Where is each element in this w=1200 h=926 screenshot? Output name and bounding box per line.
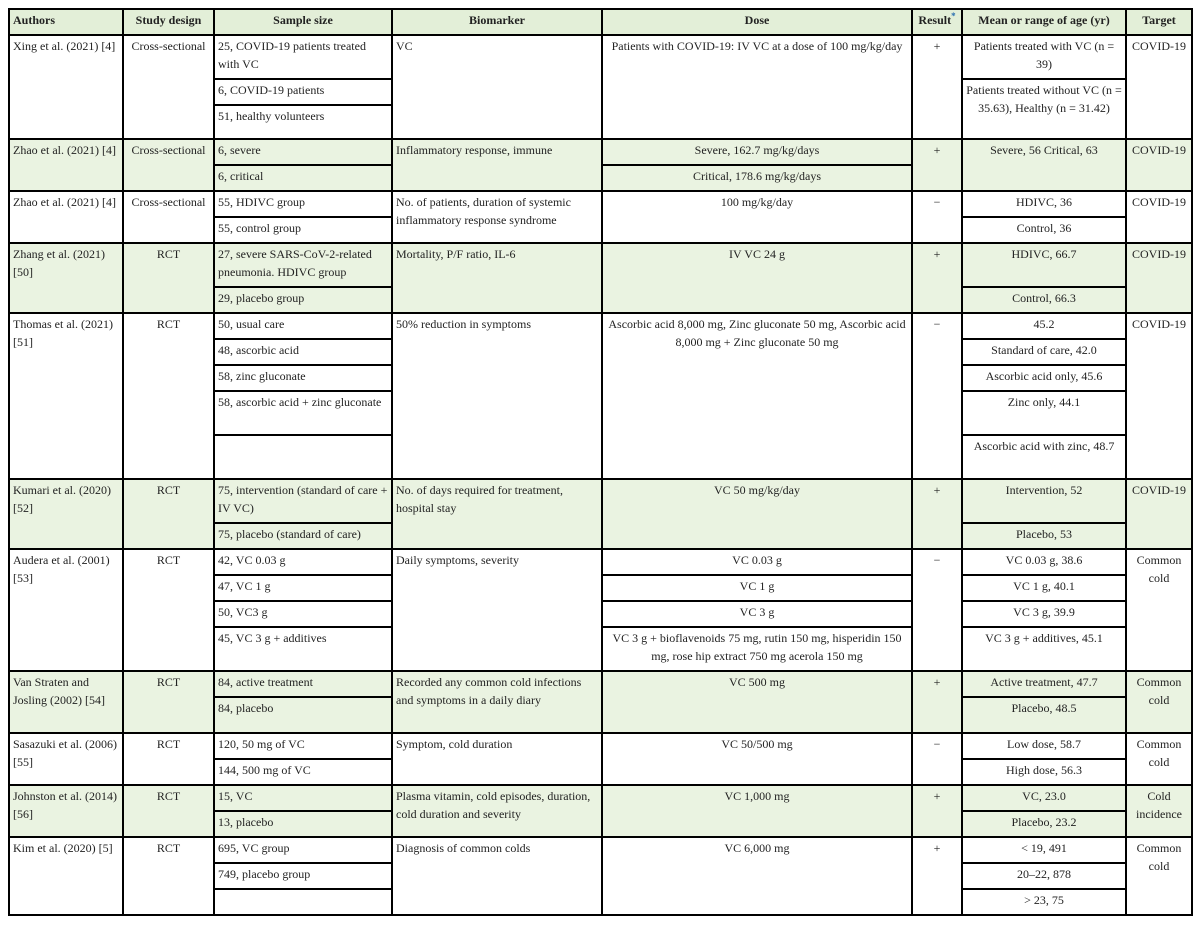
cell-biomarker: 50% reduction in symptoms — [392, 313, 602, 479]
cell-sample: 50, VC3 g — [214, 601, 392, 627]
cell-result: − — [912, 191, 962, 243]
cell-sample: 58, ascorbic acid + zinc gluconate — [214, 391, 392, 435]
cell-biomarker: No. of days required for treatment, hospital stay — [392, 479, 602, 549]
cell-dose: VC 1 g — [602, 575, 912, 601]
cell-sample: 144, 500 mg of VC — [214, 759, 392, 785]
cell-sample: 51, healthy volunteers — [214, 105, 392, 139]
cell-age: Ascorbic acid with zinc, 48.7 — [962, 435, 1126, 479]
header-row — [9, 9, 1192, 35]
cell-age: Zinc only, 44.1 — [962, 391, 1126, 435]
cell-age: VC, 23.0 — [962, 785, 1126, 811]
table-row — [9, 549, 1192, 575]
cell-sample: 84, placebo — [214, 697, 392, 733]
header-result — [912, 9, 962, 35]
cell-sample: 120, 50 mg of VC — [214, 733, 392, 759]
cell-dose: Patients with COVID-19: IV VC at a dose of 100 mg/kg/day — [602, 35, 912, 139]
cell-biomarker: Recorded any common cold infections and symptoms in a daily diary — [392, 671, 602, 733]
table-row — [9, 243, 1192, 287]
cell-age: > 23, 75 — [962, 889, 1126, 915]
cell-sample: 25, COVID-19 patients treated with VC — [214, 35, 392, 79]
cell-authors: Zhao et al. (2021) [4] — [9, 139, 123, 191]
cell-sample: 84, active treatment — [214, 671, 392, 697]
cell-biomarker: Plasma vitamin, cold episodes, duration, cold duration and severity — [392, 785, 602, 837]
cell-sample: 55, control group — [214, 217, 392, 243]
cell-age: Placebo, 53 — [962, 523, 1126, 549]
cell-sample: 6, critical — [214, 165, 392, 191]
cell-authors: Zhao et al. (2021) [4] — [9, 191, 123, 243]
cell-age: 45.2 — [962, 313, 1126, 339]
cell-target: Common cold — [1126, 733, 1192, 785]
cell-age: Active treatment, 47.7 — [962, 671, 1126, 697]
cell-result: + — [912, 479, 962, 549]
cell-design: Cross-sectional — [123, 35, 214, 139]
cell-dose: VC 50 mg/kg/day — [602, 479, 912, 549]
cell-authors: Kim et al. (2020) [5] — [9, 837, 123, 915]
cell-sample: 27, severe SARS-CoV-2-related pneumonia. HDIVC group — [214, 243, 392, 287]
cell-dose: 100 mg/kg/day — [602, 191, 912, 243]
cell-age: Patients treated with VC (n = 39) — [962, 35, 1126, 79]
cell-age: Placebo, 23.2 — [962, 811, 1126, 837]
cell-biomarker: Daily symptoms, severity — [392, 549, 602, 671]
cell-sample — [214, 435, 392, 479]
cell-target: COVID-19 — [1126, 479, 1192, 549]
table-row — [9, 785, 1192, 811]
cell-target: COVID-19 — [1126, 139, 1192, 191]
header-study-design: Study design — [123, 9, 214, 35]
cell-design: RCT — [123, 243, 214, 313]
cell-target: COVID-19 — [1126, 35, 1192, 139]
cell-dose: VC 3 g + bioflavenoids 75 mg, rutin 150 mg, hisperidin 150 mg, rose hip extract 750 mg acerola 150 mg — [602, 627, 912, 671]
table-row — [9, 35, 1192, 79]
header-sample-size: Sample size — [214, 9, 392, 35]
cell-design: RCT — [123, 733, 214, 785]
cell-biomarker: Symptom, cold duration — [392, 733, 602, 785]
cell-design: RCT — [123, 479, 214, 549]
cell-age: Intervention, 52 — [962, 479, 1126, 523]
header-result-label: Result — [918, 13, 952, 27]
cell-authors: Thomas et al. (2021) [51] — [9, 313, 123, 479]
cell-design: RCT — [123, 671, 214, 733]
cell-authors: Johnston et al. (2014) [56] — [9, 785, 123, 837]
cell-sample: 6, COVID-19 patients — [214, 79, 392, 105]
study-table — [8, 8, 1193, 916]
cell-sample: 29, placebo group — [214, 287, 392, 313]
cell-sample: 749, placebo group — [214, 863, 392, 889]
table-row — [9, 733, 1192, 759]
cell-authors: Audera et al. (2001) [53] — [9, 549, 123, 671]
header-target: Target — [1126, 9, 1192, 35]
cell-sample: 13, placebo — [214, 811, 392, 837]
cell-biomarker: Diagnosis of common colds — [392, 837, 602, 915]
cell-age: Ascorbic acid only, 45.6 — [962, 365, 1126, 391]
cell-result: + — [912, 785, 962, 837]
cell-result: + — [912, 243, 962, 313]
header-age: Mean or range of age (yr) — [962, 9, 1126, 35]
cell-dose: VC 3 g — [602, 601, 912, 627]
table-row — [9, 479, 1192, 523]
cell-age: HDIVC, 66.7 — [962, 243, 1126, 287]
cell-age: < 19, 491 — [962, 837, 1126, 863]
cell-design: RCT — [123, 549, 214, 671]
cell-dose: Critical, 178.6 mg/kg/days — [602, 165, 912, 191]
cell-age: VC 1 g, 40.1 — [962, 575, 1126, 601]
cell-dose: Severe, 162.7 mg/kg/days — [602, 139, 912, 165]
cell-age: VC 0.03 g, 38.6 — [962, 549, 1126, 575]
cell-age: High dose, 56.3 — [962, 759, 1126, 785]
cell-design: RCT — [123, 837, 214, 915]
table-wrapper — [8, 8, 1191, 916]
cell-design: Cross-sectional — [123, 139, 214, 191]
cell-age: HDIVC, 36 — [962, 191, 1126, 217]
cell-result: + — [912, 837, 962, 915]
cell-sample: 6, severe — [214, 139, 392, 165]
cell-sample: 58, zinc gluconate — [214, 365, 392, 391]
cell-biomarker: Inflammatory response, immune — [392, 139, 602, 191]
cell-dose: VC 0.03 g — [602, 549, 912, 575]
cell-target: COVID-19 — [1126, 313, 1192, 479]
cell-age: Control, 36 — [962, 217, 1126, 243]
cell-biomarker: No. of patients, duration of systemic inflammatory response syndrome — [392, 191, 602, 243]
cell-result: + — [912, 35, 962, 139]
cell-dose: VC 500 mg — [602, 671, 912, 733]
cell-sample: 695, VC group — [214, 837, 392, 863]
cell-sample: 75, placebo (standard of care) — [214, 523, 392, 549]
cell-design: RCT — [123, 785, 214, 837]
header-dose: Dose — [602, 9, 912, 35]
cell-dose: IV VC 24 g — [602, 243, 912, 313]
table-row — [9, 139, 1192, 165]
header-authors: Authors — [9, 9, 123, 35]
table-row — [9, 837, 1192, 863]
cell-dose: VC 6,000 mg — [602, 837, 912, 915]
table-row — [9, 191, 1192, 217]
cell-age: Placebo, 48.5 — [962, 697, 1126, 733]
cell-dose: VC 50/500 mg — [602, 733, 912, 785]
cell-design: Cross-sectional — [123, 191, 214, 243]
cell-age: VC 3 g + additives, 45.1 — [962, 627, 1126, 671]
table-row — [9, 313, 1192, 339]
cell-result: + — [912, 671, 962, 733]
cell-age: Low dose, 58.7 — [962, 733, 1126, 759]
cell-sample: 45, VC 3 g + additives — [214, 627, 392, 671]
cell-target: Common cold — [1126, 837, 1192, 915]
cell-dose: Ascorbic acid 8,000 mg, Zinc gluconate 50 mg, Ascorbic acid 8,000 mg + Zinc gluconate 50 mg — [602, 313, 912, 479]
cell-target: COVID-19 — [1126, 243, 1192, 313]
cell-authors: Van Straten and Josling (2002) [54] — [9, 671, 123, 733]
cell-sample: 48, ascorbic acid — [214, 339, 392, 365]
cell-biomarker: Mortality, P/F ratio, IL-6 — [392, 243, 602, 313]
cell-dose: VC 1,000 mg — [602, 785, 912, 837]
cell-authors: Sasazuki et al. (2006) [55] — [9, 733, 123, 785]
cell-target: Common cold — [1126, 549, 1192, 671]
cell-sample — [214, 889, 392, 915]
cell-age: Standard of care, 42.0 — [962, 339, 1126, 365]
cell-sample: 42, VC 0.03 g — [214, 549, 392, 575]
cell-age: 20–22, 878 — [962, 863, 1126, 889]
cell-result: − — [912, 733, 962, 785]
footnote-mark[interactable]: * — [951, 11, 956, 21]
cell-sample: 50, usual care — [214, 313, 392, 339]
header-biomarker: Biomarker — [392, 9, 602, 35]
table-row — [9, 671, 1192, 697]
cell-result: + — [912, 139, 962, 191]
cell-sample: 55, HDIVC group — [214, 191, 392, 217]
cell-design: RCT — [123, 313, 214, 479]
cell-age: Severe, 56 Critical, 63 — [962, 139, 1126, 191]
cell-authors: Zhang et al. (2021) [50] — [9, 243, 123, 313]
cell-authors: Xing et al. (2021) [4] — [9, 35, 123, 139]
cell-authors: Kumari et al. (2020) [52] — [9, 479, 123, 549]
cell-biomarker: VC — [392, 35, 602, 139]
cell-age: Patients treated without VC (n = 35.63), Healthy (n = 31.42) — [962, 79, 1126, 139]
cell-age: VC 3 g, 39.9 — [962, 601, 1126, 627]
cell-sample: 75, intervention (standard of care + IV VC) — [214, 479, 392, 523]
cell-target: COVID-19 — [1126, 191, 1192, 243]
cell-result: − — [912, 313, 962, 479]
cell-result: − — [912, 549, 962, 671]
cell-sample: 47, VC 1 g — [214, 575, 392, 601]
cell-sample: 15, VC — [214, 785, 392, 811]
cell-age: Control, 66.3 — [962, 287, 1126, 313]
cell-target: Common cold — [1126, 671, 1192, 733]
cell-target: Cold incidence — [1126, 785, 1192, 837]
